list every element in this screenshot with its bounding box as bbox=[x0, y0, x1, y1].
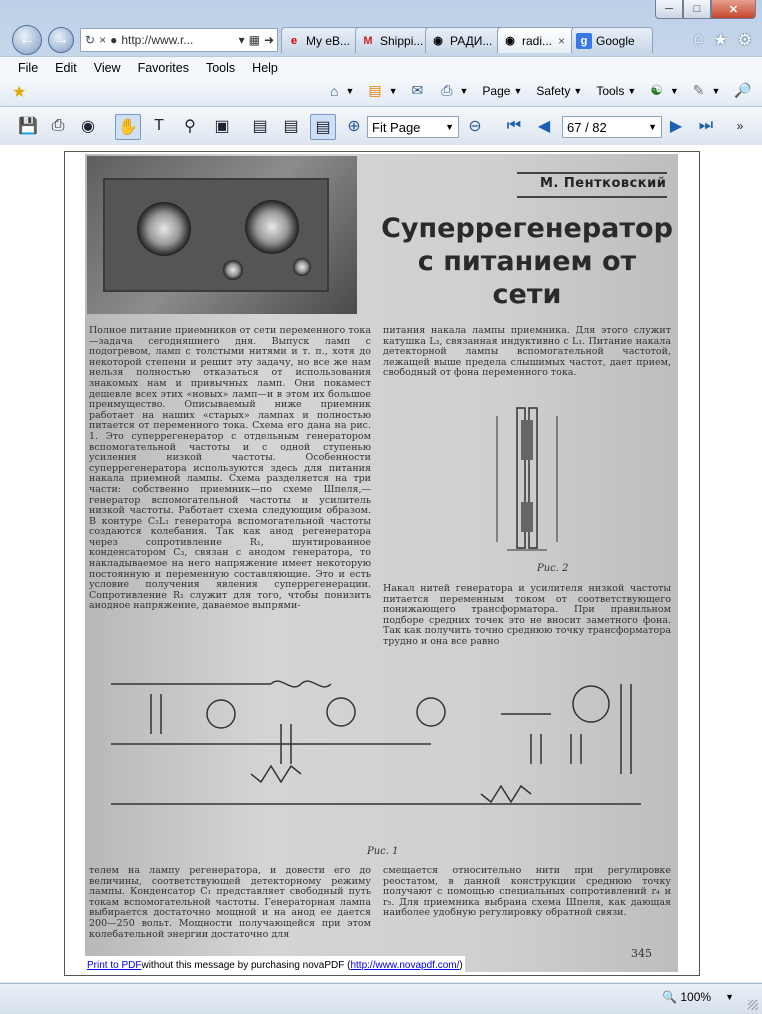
novapdf-watermark bbox=[85, 956, 465, 974]
single-page-icon[interactable]: ▤ bbox=[252, 118, 268, 135]
home-icon: ⌂ bbox=[330, 82, 339, 99]
ie-page-icon: ◉ bbox=[505, 35, 515, 47]
page-select[interactable] bbox=[562, 116, 662, 138]
mail-button[interactable] bbox=[412, 82, 428, 99]
pdf-viewport[interactable] bbox=[0, 145, 762, 982]
text-column-bottom-right: смещается относительно нити при регулировке реостатом, в данной конструкции среднюю точку получают с помощью специальных сопротивлений r₄ и r₅. Для приемника выбрана схема Шпеля, как дающая наиболее удобную регулировку обратной связи. bbox=[383, 866, 671, 919]
forward-button[interactable] bbox=[48, 27, 74, 53]
small-knob bbox=[223, 260, 243, 280]
home-button[interactable] bbox=[330, 83, 354, 99]
figure1-caption: Рис. 1 bbox=[367, 846, 399, 857]
menu-edit[interactable]: Edit bbox=[55, 60, 77, 75]
hand-tool-icon[interactable]: ✋ bbox=[115, 114, 141, 140]
page-select-value: 67 / 82 bbox=[567, 119, 607, 135]
address-bar[interactable] bbox=[80, 28, 278, 52]
dropdown-arrow-icon[interactable]: ▼ bbox=[459, 85, 469, 96]
refresh-icon[interactable]: ↻ bbox=[85, 33, 96, 47]
pdf-page bbox=[64, 151, 700, 976]
zoom-tool-icon[interactable]: ⚲ bbox=[184, 118, 196, 135]
tools-menu-label: Tools bbox=[596, 83, 625, 98]
scanned-page-image bbox=[85, 154, 678, 972]
address-text[interactable]: http://www.r... bbox=[121, 33, 194, 47]
continuous-page-icon[interactable]: ▤ bbox=[283, 118, 299, 135]
tuning-knob bbox=[137, 202, 191, 256]
research-icon: 🔎 bbox=[734, 82, 752, 98]
text-select-icon[interactable]: T bbox=[154, 117, 164, 134]
tab-label: Shippi... bbox=[380, 33, 424, 48]
tab-radio-1[interactable] bbox=[425, 27, 505, 53]
title-line: Суперрегенератор bbox=[381, 213, 673, 244]
menu-help[interactable]: Help bbox=[252, 60, 278, 75]
rss-icon: ▤ bbox=[368, 82, 382, 98]
menu-file[interactable]: File bbox=[18, 60, 39, 75]
novapdf-link[interactable]: http://www.novapdf.com/ bbox=[350, 959, 460, 971]
figure2-caption: Рис. 2 bbox=[537, 563, 569, 574]
back-button[interactable] bbox=[12, 25, 42, 55]
previous-page-icon[interactable]: ◀ bbox=[537, 118, 551, 135]
last-page-icon[interactable]: ⏭ bbox=[698, 117, 714, 134]
text-column-left: Полное питание приемников от сети переменного тока—задача сегодняшнего дня. Выпуск ламп с подогревом, ламп с толстыми нитями и т. п., хотя до некоторой степени и решит эту задачу, но все же нам нельзя полностью отказаться от использования знакомых нам и привычных ламп. Они покамест дешевле всех этих «новых» ламп—и в этом их большое преимущество. Описываемый ниже приемник работает на наших «старых» лампах и полностью питается от переменного тока. Схема его дана на рис. 1. Это суперрегенератор с отдельным генератором вспомогательной частоты и с одной ступенью усиления низкой частоты. Особенности суперрегенератора используются здесь для питания накала приемной лампы. Схема разделяется на три части: собственно приемник—по схеме Шпеля,—генератор вспомогательной частоты и усилитель низкой частоты. Работает схема следующим образом. В контуре C₂L₁ генератора вспомогательной частоты создаются колебания. Так как анод регенератора через сопротивление R₁, шунтированное конденсатором C₃, связан с анодом генератора, то накладываемое на него напряжение имеет некоторую постоянную и переменную составляющие. Это и есть условие получения явления суперрегенерации. Сопротивление R₁ служит для того, чтобы понизить анодное напряжение, даваемое выпрями- bbox=[89, 326, 371, 612]
tuning-knob bbox=[245, 200, 299, 254]
mail-icon: ✉ bbox=[411, 82, 424, 98]
tab-gmail[interactable] bbox=[355, 27, 433, 53]
tab-radio-2[interactable] bbox=[497, 27, 579, 53]
ie-page-icon: ◉ bbox=[433, 35, 443, 47]
coil-figure bbox=[477, 402, 577, 560]
right-nav-icons bbox=[694, 30, 752, 50]
printer-icon: ⎙ bbox=[441, 82, 453, 98]
article-author: М. Пентковский bbox=[540, 176, 667, 191]
zoom-select[interactable] bbox=[367, 116, 459, 138]
text-column-bottom-left: телем на лампу регенератора, и довести его до величины, соответствующей детекторному режиму лампы. Конденсатор C₁ представляет свободный путь токам вспомогательной частоты. Генераторная лампа выбирается достаточно мощной и на анод ее дается 200—250 вольт. Мощности получающейся при этом колебательной энергии достаточно для bbox=[89, 866, 371, 940]
tab-label: Google bbox=[596, 33, 635, 48]
pen-button[interactable] bbox=[693, 82, 721, 99]
window-caption-buttons bbox=[655, 0, 756, 19]
dropdown-arrow-icon[interactable]: ▼ bbox=[648, 122, 657, 132]
page-menu-label: Page bbox=[482, 83, 511, 98]
text-column-right-top: питания накала лампы приемника. Для этого служит катушка L₃, связанная индуктивно с L₁. Питание накала детекторной лампы вспомогательной частотой, лежащей выше предела слышимых частот, дает прием, свободный от фона переменного тока. bbox=[383, 326, 671, 379]
text-column-right-mid: Накал нитей генератора и усилителя низкой частоты питается переменным током от соответствующего понижающего трансформатора. При правильном подборе средних точек это не вносит заметного фона. Так как получить точно среднюю точку трансформатора трудно и она все равно bbox=[383, 584, 671, 647]
pdf-toolbar bbox=[0, 106, 762, 146]
menu-bar bbox=[0, 56, 762, 78]
translate-icon: ☯ bbox=[650, 82, 663, 98]
resize-grip[interactable] bbox=[748, 1000, 758, 1010]
toolbar-overflow-icon[interactable]: » bbox=[736, 119, 744, 133]
tab-label: radi... bbox=[522, 33, 553, 48]
stop-icon[interactable]: × bbox=[99, 33, 107, 47]
research-button[interactable] bbox=[734, 82, 755, 99]
status-bar bbox=[0, 983, 762, 1014]
ebay-icon: e bbox=[290, 34, 298, 47]
menu-tools[interactable]: Tools bbox=[205, 60, 236, 75]
article-title bbox=[379, 212, 675, 311]
watermark-end: ) bbox=[459, 959, 463, 971]
dropdown-arrow-icon[interactable]: ▼ bbox=[573, 85, 583, 96]
tools-menu[interactable] bbox=[596, 84, 636, 98]
page-menu[interactable] bbox=[482, 84, 522, 98]
dropdown-arrow-icon[interactable]: ▼ bbox=[711, 85, 721, 96]
zoom-out-icon[interactable]: ⊖ bbox=[468, 118, 482, 135]
title-line: с питанием от bbox=[417, 246, 637, 277]
pen-icon: ✎ bbox=[692, 82, 705, 98]
add-favorites-icon[interactable]: ★ bbox=[12, 84, 27, 101]
tab-label: My eB... bbox=[306, 33, 351, 48]
print-to-pdf-link[interactable]: Print to PDF bbox=[87, 959, 142, 971]
dropdown-arrow-icon[interactable]: ▼ bbox=[627, 85, 637, 96]
title-line: сети bbox=[492, 279, 562, 310]
feeds-button[interactable] bbox=[368, 82, 397, 99]
forward-arrow-icon: → bbox=[53, 31, 69, 48]
google-icon: g bbox=[576, 33, 592, 49]
dropdown-arrow-icon[interactable]: ▼ bbox=[345, 85, 355, 96]
back-arrow-icon: ← bbox=[19, 31, 35, 48]
tab-label: РАДИ... bbox=[450, 33, 493, 48]
home-icon[interactable]: ⌂ bbox=[693, 30, 704, 47]
site-icon: ● bbox=[110, 33, 118, 47]
menu-view[interactable]: View bbox=[93, 60, 121, 75]
receiver-photo bbox=[87, 156, 357, 314]
close-tab-icon[interactable]: × bbox=[558, 33, 566, 48]
zoom-select-value: Fit Page bbox=[372, 119, 421, 135]
status-zoom-value: 100% bbox=[680, 990, 712, 1004]
tab-google[interactable] bbox=[571, 27, 653, 53]
status-zoom[interactable] bbox=[662, 990, 734, 1004]
go-icon[interactable]: ➜ bbox=[263, 33, 274, 47]
dropdown-arrow-icon[interactable]: ▾ bbox=[238, 33, 245, 47]
translate-button[interactable] bbox=[650, 82, 678, 99]
circuit-schematic bbox=[101, 654, 667, 834]
safety-menu[interactable] bbox=[536, 84, 582, 98]
save-icon[interactable]: 💾 bbox=[18, 118, 38, 135]
dropdown-arrow-icon[interactable]: ▼ bbox=[445, 122, 454, 132]
dropdown-arrow-icon[interactable]: ▼ bbox=[669, 85, 679, 96]
dropdown-arrow-icon[interactable]: ▼ bbox=[388, 85, 398, 96]
zoom-icon: 🔍 bbox=[662, 990, 678, 1004]
command-bar bbox=[0, 77, 762, 105]
binoculars-icon[interactable]: ◉ bbox=[81, 118, 95, 135]
gmail-icon: M bbox=[363, 34, 373, 47]
first-page-icon[interactable]: ⏮ bbox=[506, 117, 522, 134]
navigation-row bbox=[0, 24, 762, 56]
page-number: 345 bbox=[631, 947, 652, 960]
safety-menu-label: Safety bbox=[536, 83, 571, 98]
dropdown-arrow-icon[interactable]: ▼ bbox=[513, 85, 523, 96]
fit-page-icon[interactable]: ▤ bbox=[310, 114, 336, 140]
next-page-icon[interactable]: ▶ bbox=[669, 118, 683, 135]
printer-icon[interactable]: ⎙ bbox=[51, 117, 65, 134]
close-window-button[interactable]: ✕ bbox=[711, 0, 756, 19]
watermark-text: without this message by purchasing novaPDF ( bbox=[141, 959, 351, 971]
menu-favorites[interactable]: Favorites bbox=[137, 60, 189, 75]
tab-ebay[interactable] bbox=[281, 27, 363, 53]
maximize-button[interactable]: □ bbox=[683, 0, 711, 19]
receiver-panel bbox=[103, 178, 329, 292]
zoom-in-icon[interactable]: ⊕ bbox=[347, 118, 361, 135]
minimize-button[interactable]: ─ bbox=[655, 0, 683, 19]
favorites-star-icon[interactable]: ★ bbox=[713, 32, 728, 49]
compat-view-icon[interactable]: ▦ bbox=[248, 33, 260, 47]
dropdown-arrow-icon[interactable]: ▼ bbox=[725, 992, 734, 1002]
small-knob bbox=[293, 258, 311, 276]
snapshot-icon[interactable]: ▣ bbox=[214, 118, 230, 135]
print-button[interactable] bbox=[441, 82, 468, 99]
gear-icon[interactable]: ⚙ bbox=[737, 32, 752, 49]
